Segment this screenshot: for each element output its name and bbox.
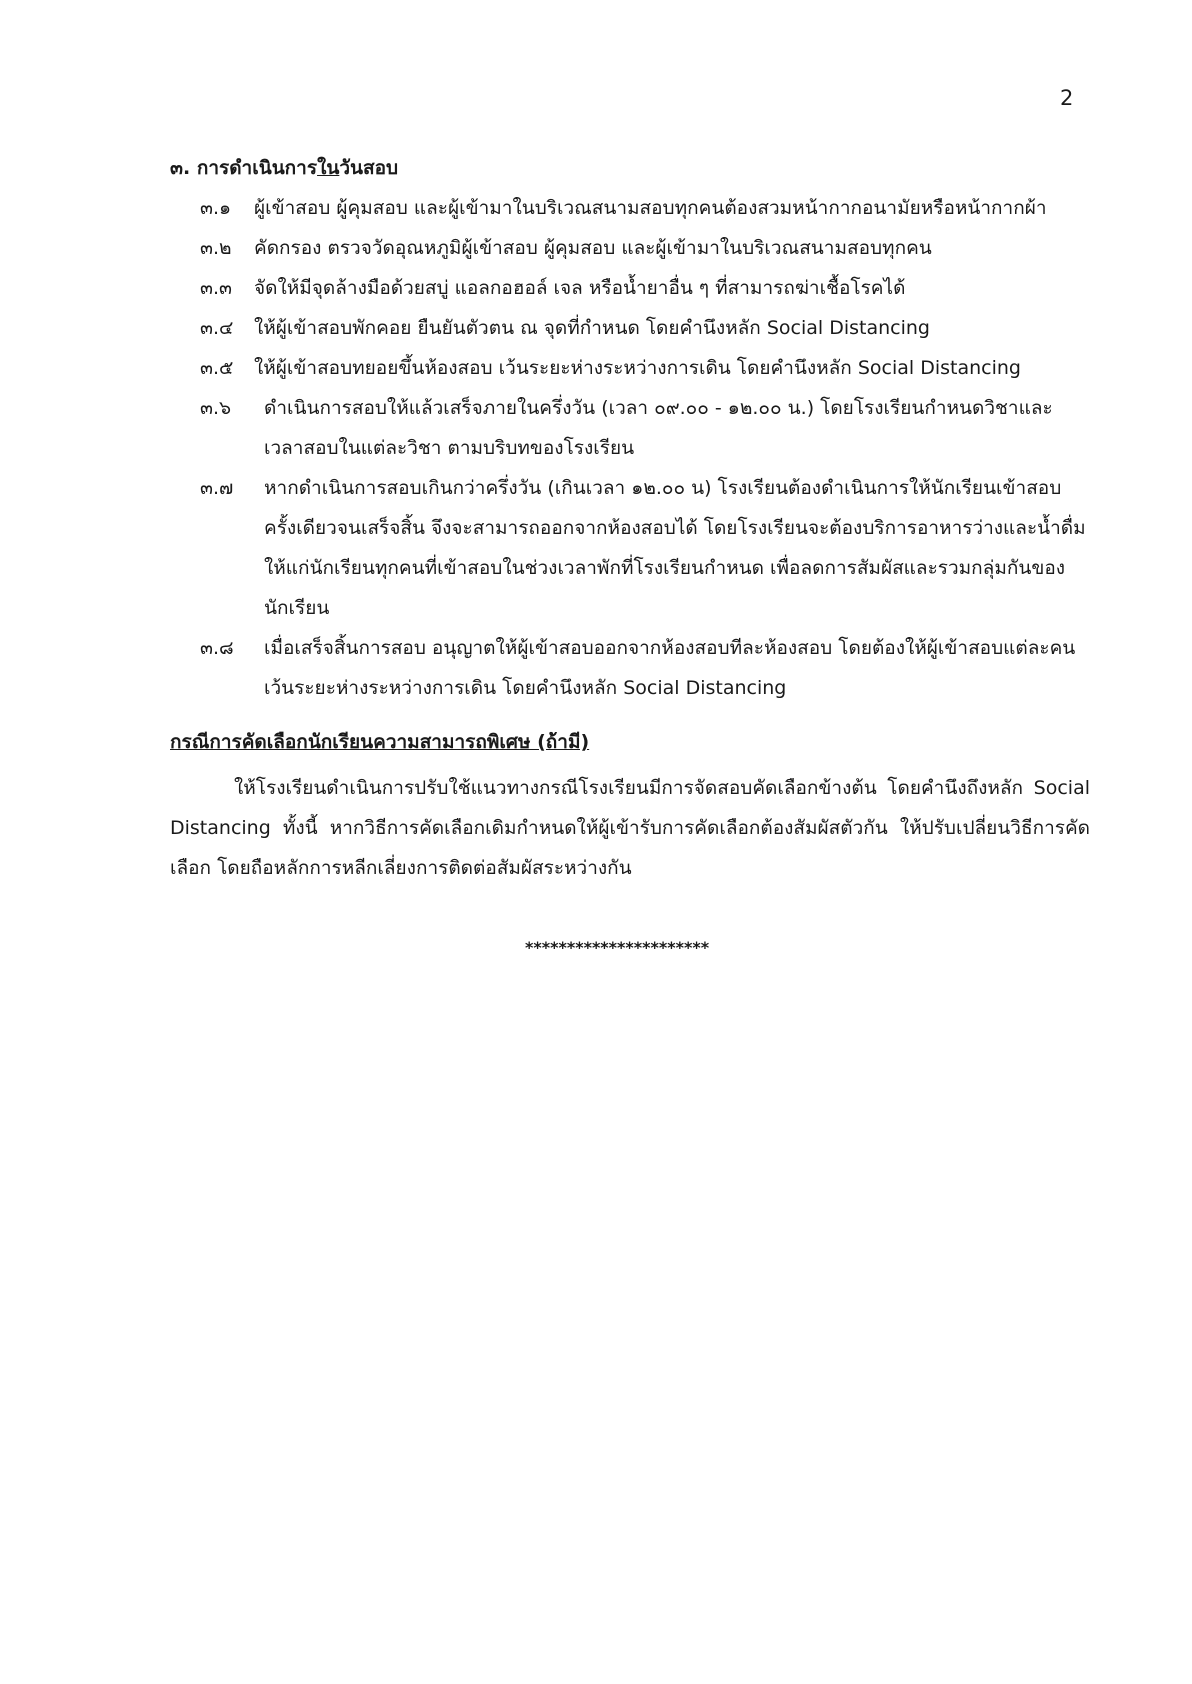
special-section-heading: กรณีการคัดเลือกนักเรียนความสามารถพิเศษ (ถ้ามี) <box>170 731 590 753</box>
list-item <box>200 188 1090 228</box>
section-3-heading-prefix: ๓. การดำเนินการ <box>170 157 318 179</box>
item-number: ๓.๖ <box>200 397 232 419</box>
list-item <box>200 308 1090 348</box>
item-number: ๓.๓ <box>200 277 233 299</box>
item-number: ๓.๕ <box>200 357 234 379</box>
section-3-heading-underlined: ใน <box>317 157 340 179</box>
item-text: ให้ผู้เข้าสอบพักคอย ยืนยันตัวตน ณ จุดที่กำหนด โดยคำนึงหลัก Social Distancing <box>254 317 930 339</box>
section-3-heading-suffix: วันสอบ <box>339 157 399 179</box>
section-3-items <box>170 188 1090 708</box>
item-number: ๓.๔ <box>200 317 234 339</box>
list-item <box>200 628 1090 708</box>
list-item <box>200 348 1090 388</box>
item-text: ให้ผู้เข้าสอบทยอยขึ้นห้องสอบ เว้นระยะห่างระหว่างการเดิน โดยคำนึงหลัก Social Distancing <box>254 357 1021 379</box>
special-section-paragraph: ให้โรงเรียนดำเนินการปรับใช้แนวทางกรณีโรงเรียนมีการจัดสอบคัดเลือกข้างต้น โดยคำนึงถึงหลัก Social Distancing ทั้งนี้ หากวิธีการคัดเลือกเดิมกำหนดให้ผู้เข้ารับการคัดเลือกต้องสัมผัสตัวกัน ให้ปรับเปลี่ยนวิธีการคัดเลือก โดยถือหลักการหลีกเลี่ยงการติดต่อสัมผัสระหว่างกัน <box>170 777 1090 879</box>
item-text: จัดให้มีจุดล้างมือด้วยสบู่ แอลกอฮอล์ เจล หรือน้ำยาอื่น ๆ ที่สามารถฆ่าเชื้อโรคได้ <box>254 277 906 299</box>
item-number: ๓.๘ <box>200 637 234 659</box>
section-3-heading <box>170 148 1090 188</box>
item-text: ดำเนินการสอบให้แล้วเสร็จภายในครึ่งวัน (เวลา ๐๙.๐๐ - ๑๒.๐๐ น.) โดยโรงเรียนกำหนดวิชาและเวลาสอบในแต่ละวิชา ตามบริบทของโรงเรียน <box>264 397 1053 459</box>
list-item <box>200 268 1090 308</box>
list-item <box>200 468 1090 628</box>
item-number: ๓.๒ <box>200 237 232 259</box>
item-text: คัดกรอง ตรวจวัดอุณหภูมิผู้เข้าสอบ ผู้คุมสอบ และผู้เข้ามาในบริเวณสนามสอบทุกคน <box>254 237 932 259</box>
end-marker: ********************** <box>525 938 710 957</box>
item-number: ๓.๗ <box>200 477 234 499</box>
page-number: 2 <box>1060 86 1074 110</box>
item-text: เมื่อเสร็จสิ้นการสอบ อนุญาตให้ผู้เข้าสอบออกจากห้องสอบทีละห้องสอบ โดยต้องให้ผู้เข้าสอบแต่ละคนเว้นระยะห่างระหว่างการเดิน โดยคำนึงหลัก Social Distancing <box>264 637 1076 699</box>
list-item <box>200 388 1090 468</box>
item-number: ๓.๑ <box>200 197 232 219</box>
item-text: หากดำเนินการสอบเกินกว่าครึ่งวัน (เกินเวลา ๑๒.๐๐ น) โรงเรียนต้องดำเนินการให้นักเรียนเข้าสอบครั้งเดียวจนเสร็จสิ้น จึงจะสามารถออกจากห้องสอบได้ โดยโรงเรียนจะต้องบริการอาหารว่างและน้ำดื่ม ให้แก่นักเรียนทุกคนที่เข้าสอบในช่วงเวลาพักที่โรงเรียนกำหนด เพื่อลดการสัมผัสและรวมกลุ่มกันของนักเรียน <box>264 477 1086 619</box>
list-item <box>200 228 1090 268</box>
document-body <box>170 148 1090 888</box>
item-text: ผู้เข้าสอบ ผู้คุมสอบ และผู้เข้ามาในบริเวณสนามสอบทุกคนต้องสวมหน้ากากอนามัยหรือหน้ากากผ้า <box>254 197 1047 219</box>
